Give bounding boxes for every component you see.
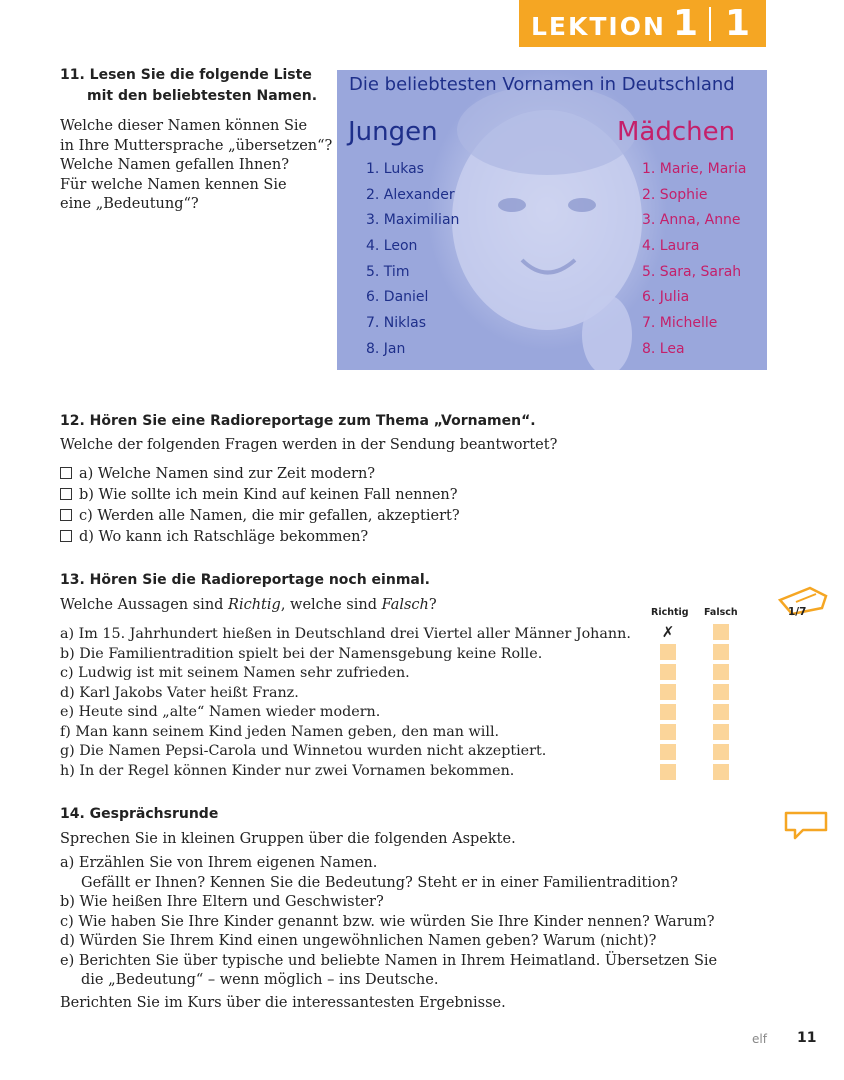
ex14-item: die „Bedeutung“ – wenn möglich – ins Deutsche. [81,972,439,988]
checkbox[interactable] [60,467,72,479]
col-falsch-header: Falsch [704,607,738,618]
girls-heading: Mädchen [617,117,736,147]
boy-name: 8. Jan [366,340,406,357]
boys-heading: Jungen [348,117,438,147]
col-richtig-header: Richtig [651,607,689,618]
ex12-title: 12. Hören Sie eine Radioreportage zum Thema „Vornamen“. [60,413,536,429]
ex13-title: 13. Hören Sie die Radioreportage noch einmal. [60,572,430,588]
statement: f) Man kann seinem Kind jeden Namen geben, den man will. [60,723,500,740]
option-label: c) Werden alle Namen, die mir gefallen, akzeptiert? [79,508,460,524]
option-label: b) Wie sollte ich mein Kind auf keinen Fall nennen? [79,487,458,503]
ex11-line: Welche Namen gefallen Ihnen? [60,157,289,173]
falsch-box-a[interactable] [713,624,729,640]
falsch-box-g[interactable] [713,744,729,760]
richtig-box-d[interactable] [660,684,676,700]
girl-name: 7. Michelle [642,315,718,332]
richtig-box-h[interactable] [660,764,676,780]
boy-name: 1. Lukas [366,161,424,177]
richtig-box-a[interactable]: ✗ [661,623,675,641]
richtig-box-g[interactable] [660,744,676,760]
falsch-box-e[interactable] [713,704,729,720]
intro-falsch: Falsch [381,597,429,613]
track-number: 1/7 [788,606,807,618]
girl-name: 2. Sophie [642,186,708,203]
ex14-item: b) Wie heißen Ihre Eltern und Geschwister? [60,894,384,910]
lesson-header [519,0,766,47]
boy-name: 3. Maximilian [366,212,460,229]
ex14-intro: Sprechen Sie in kleinen Gruppen über die folgenden Aspekte. [60,831,516,847]
ex11-line: eine „Bedeutung“? [60,196,199,212]
boy-name: 6. Daniel [366,289,429,306]
names-panel [337,70,767,370]
falsch-box-c[interactable] [713,664,729,680]
boy-name: 7. Niklas [366,315,427,332]
ex11-line: Für welche Namen kennen Sie [60,176,287,193]
speech-bubble-icon [783,810,831,842]
falsch-box-f[interactable] [713,724,729,740]
statement: b) Die Familientradition spielt bei der Namensgebung keine Rolle. [60,645,543,662]
ex13-intro [60,596,437,616]
lesson-subnumber: 1 [725,3,751,44]
statement: e) Heute sind „alte“ Namen wieder modern. [60,704,381,720]
lesson-divider [709,7,711,41]
page-number: 11 [797,1030,817,1046]
option-label: a) Welche Namen sind zur Zeit modern? [79,466,376,482]
falsch-box-b[interactable] [713,644,729,660]
ex11-line: in Ihre Muttersprache „übersetzen“? [60,137,333,154]
ex14-outro: Berichten Sie im Kurs über die interessantesten Ergebnisse. [60,995,506,1011]
ex14-item: d) Würden Sie Ihrem Kind einen ungewöhnlichen Namen geben? Warum (nicht)? [60,933,657,949]
boy-name: 2. Alexander [366,186,455,203]
ex14-item: Gefällt er Ihnen? Kennen Sie die Bedeutung? Steht er in einer Familientradition? [81,874,678,891]
ex11-title-line2: mit den beliebtesten Namen. [87,88,318,104]
ex11-line: Welche dieser Namen können Sie [60,118,308,134]
boy-name: 5. Tim [366,263,410,280]
girl-name: 4. Laura [642,238,700,255]
lesson-number: 1 [673,3,699,44]
statement: d) Karl Jakobs Vater heißt Franz. [60,684,299,701]
statement: a) Im 15. Jahrhundert hießen in Deutschland drei Viertel aller Männer Johann. [60,626,631,642]
ex14-item: e) Berichten Sie über typische und beliebte Namen in Ihrem Heimatland. Übersetzen Sie [60,952,718,969]
richtig-box-b[interactable] [660,644,676,660]
ex12-option[interactable] [60,507,460,527]
girl-name: 1. Marie, Maria [642,161,747,177]
ex14-item: c) Wie haben Sie Ihre Kinder genannt bzw. wie würden Sie Ihre Kinder nennen? Warum? [60,913,715,930]
girl-name: 3. Anna, Anne [642,212,741,229]
girls-list [642,161,747,367]
statement: g) Die Namen Pepsi-Carola und Winnetou wurden nicht akzeptiert. [60,743,547,759]
statement: c) Ludwig ist mit seinem Namen sehr zufrieden. [60,665,410,681]
statement: h) In der Regel können Kinder nur zwei Vornamen bekommen. [60,762,515,779]
intro-richtig: Richtig [228,597,281,613]
intro-text: Welche Aussagen sind [60,597,229,613]
ex12-option[interactable] [60,528,368,548]
option-label: d) Wo kann ich Ratschläge bekommen? [79,529,369,545]
intro-text: ? [428,597,437,613]
checkbox[interactable] [60,488,72,500]
richtig-box-c[interactable] [660,664,676,680]
richtig-box-f[interactable] [660,724,676,740]
boy-name: 4. Leon [366,238,418,255]
intro-text: , welche sind [280,597,382,613]
ex12-option[interactable] [60,465,375,485]
girl-name: 6. Julia [642,289,690,306]
checkbox[interactable] [60,530,72,542]
ex12-intro: Welche der folgenden Fragen werden in der Sendung beantwortet? [60,437,558,453]
girl-name: 8. Lea [642,340,685,357]
checkbox[interactable] [60,509,72,521]
page-word: elf [752,1032,767,1046]
panel-title: Die beliebtesten Vornamen in Deutschland [349,74,735,95]
richtig-box-e[interactable] [660,704,676,720]
ex13-statements [60,625,631,781]
falsch-box-d[interactable] [713,684,729,700]
girl-name: 5. Sara, Sarah [642,263,742,280]
boys-list [366,161,459,367]
ex11-title-line1: 11. Lesen Sie die folgende Liste [60,67,312,83]
falsch-box-h[interactable] [713,764,729,780]
ex14-title: 14. Gesprächsrunde [60,806,219,822]
ex14-item: a) Erzählen Sie von Ihrem eigenen Namen. [60,855,378,871]
ex11-text [60,117,332,215]
ex14-items [60,854,717,991]
ex12-option[interactable] [60,486,458,506]
lesson-label: LEKTION [531,12,666,41]
